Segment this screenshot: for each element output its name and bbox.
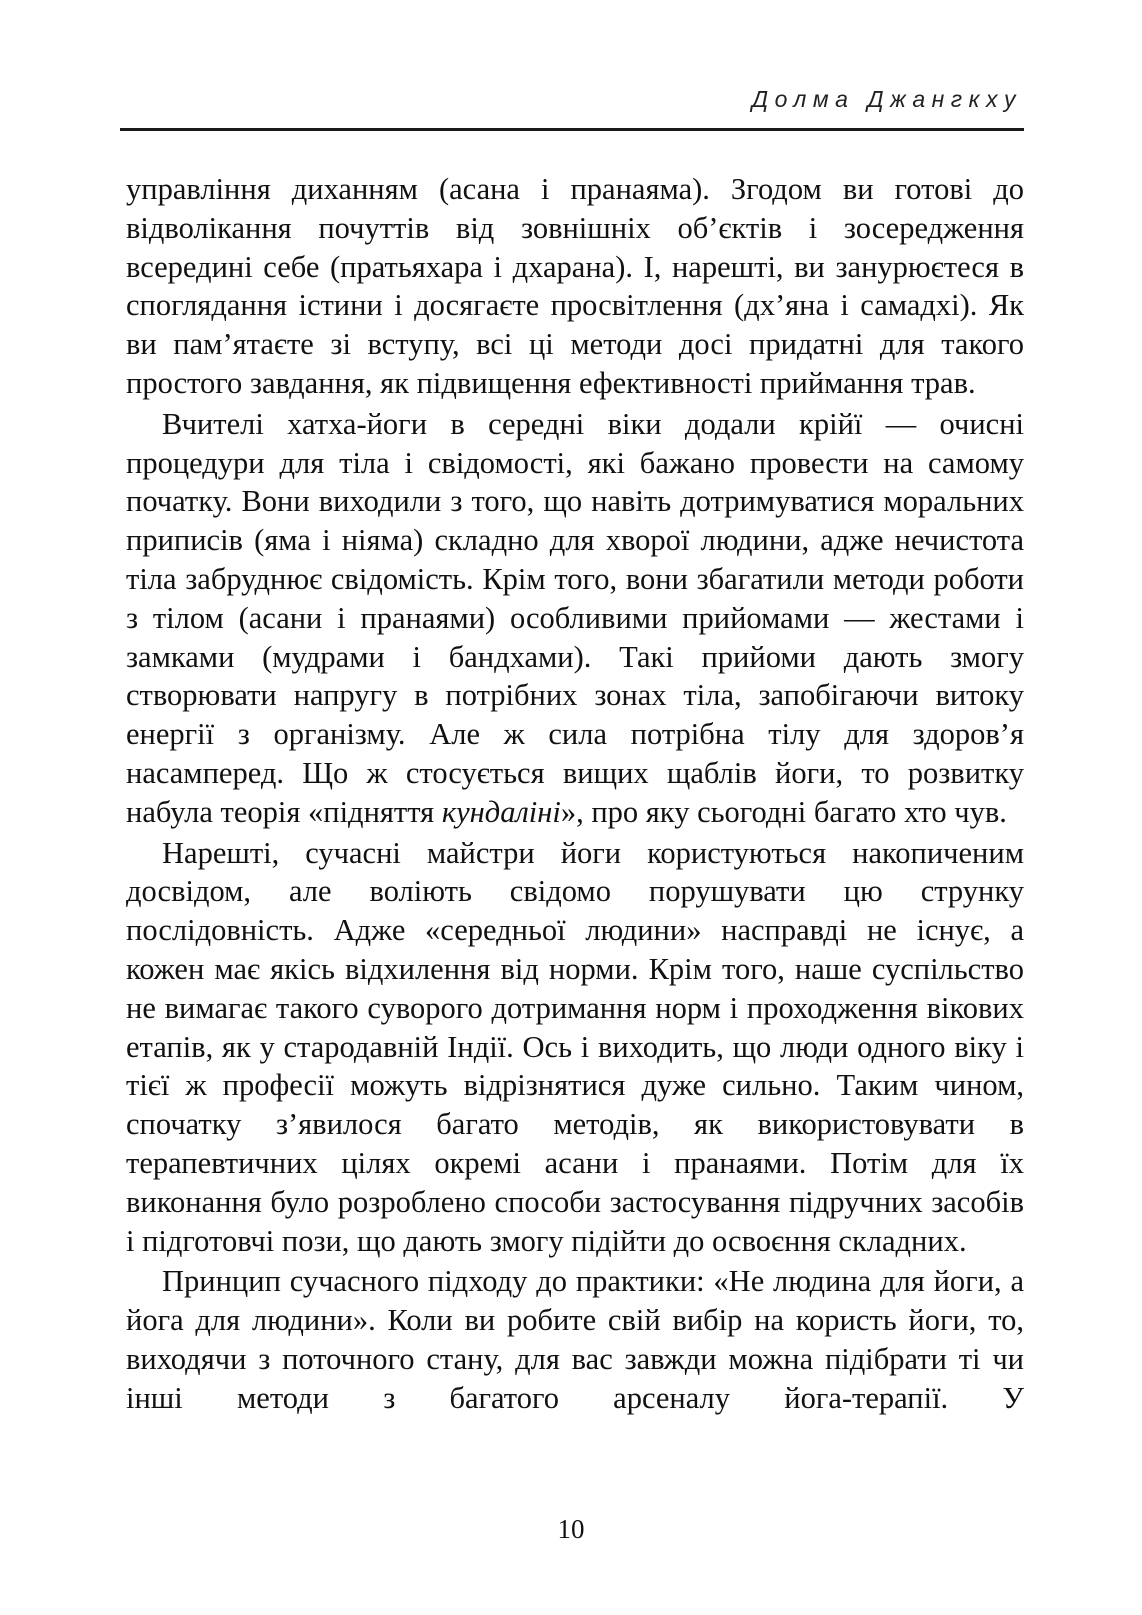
paragraph-4: Принцип сучасного підходу до практики: «Не людина для йоги, а йога для людини». Коли ви робите свій вибір на користь йоги, то, виходячи з поточного стану, для вас завжди можна підібрати ті чи інші методи з багатого арсеналу йога-терапії. У <box>126 1264 1024 1415</box>
running-head-author: Долма Джангкху <box>751 86 1022 112</box>
body-text <box>126 170 1024 1420</box>
paragraph-2 <box>126 405 1024 832</box>
paragraph-1: управління диханням (асана і пранаяма). Згодом ви готові до відволікання почуттів від зовнішніх об’єктів і зосередження всередині себе (пратьяхара і дхарана). І, нарешті, ви занурюєтеся в споглядання істини і досягаєте просвітлення (дх’яна і самадхі). Як ви пам’ятаєте зі вступу, всі ці методи досі придатні для такого простого завдання, як підвищення ефективності приймання трав. <box>126 172 1024 400</box>
paragraph-2-italic-term: кундаліні <box>441 794 561 829</box>
paragraph-3: Нарешті, сучасні майстри йоги користуються накопиченим досвідом, але воліють свідомо порушувати цю струнку послідовність. Адже «середньої людини» насправді не існує, а кожен має якісь відхилення від норми. Крім того, наше суспільство не вимагає такого суворого дотримання норм і проходження вікових етапів, як у стародавній Індії. Ось і виходить, що люди одного віку і тієї ж професії можуть відрізнятися дуже сильно. Таким чином, спочатку з’явилося багато методів, як використовувати в терапевтичних цілях окремі асани і пранаями. Потім для їх виконання було розроблено способи застосування підручних засобів і підготовчі пози, що дають змогу підійти до освоєння складних. <box>126 835 1024 1258</box>
paragraph-2-text-after: », про яку сьогодні багато хто чув. <box>560 794 1007 829</box>
paragraph-2-text-before: Вчителі хатха-йоги в середні віки додали крійї — очисні процедури для тіла і свідомості, які бажано провести на самому початку. Вони виходили з того, що навіть дотримуватися моральних приписів (яма і ніяма) складно для хворої людини, адже нечистота тіла забруднює свідомість. Крім того, вони збагатили методи роботи з тілом (асани і пранаями) особливими прийомами — жестами і замками (мудрами і бандхами). Такі прийоми дають змогу створювати напругу в потрібних зонах тіла, запобігаючи витоку енергії з організму. Але ж сила потрібна тілу для здоров’я насамперед. Що ж стосується вищих щаблів йоги, то розвитку набула теорія «підняття <box>126 406 1024 829</box>
header-rule <box>120 128 1024 131</box>
page-number: 10 <box>557 1514 585 1544</box>
